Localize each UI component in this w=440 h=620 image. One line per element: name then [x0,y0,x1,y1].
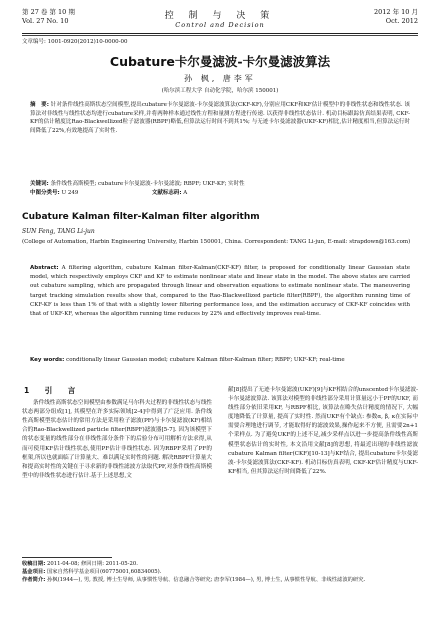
header-rule-thin [22,35,418,36]
date-en: Oct. 2012 [385,17,418,25]
class-value: U 249 [61,190,79,196]
footnotes [22,560,418,585]
keywords-zh-text: 条件线性高斯模型; cubature卡尔曼滤波-卡尔曼滤波; RBPF; UKF-KF; 实时性 [50,181,245,187]
footnote-text: 孙枫(1944—), 男, 教授, 博士生导师, 从事惯性导航、信息融合等研究; 唐李军(1984—), 男, 博士生, 从事惯性导航、非线性滤波的研究. [47,577,366,584]
body-column-right [228,386,418,477]
class-label: 中图分类号: [30,190,60,196]
issue-date [374,8,418,26]
footnote-rule [22,557,112,558]
body-paragraph-right: 献[8]提出了无迹卡尔曼滤波(UKF)[9]与KF相结合的unscented卡尔曼滤波-卡尔曼滤波算法. 该算法对模型的非线性部分采用计算量远小于PF的UKF, 而线性部分依旧采用KF, 与RBPF相比, 该算法在略失估计精度的情况下, 大幅度地降低了计算量, 提高了实时性. 然而UKF有个缺点: 参数α, β, κ在实际中需要合理地进行调节, 才能取得好的滤波效果,操作起来不方便, 且需要2n+1个采样点. 为了避免UKF的上述不足,减少采样点以进一步提高条件线性高斯模型状态估计的实时性, 本文沿用文献[8]的思想, 将最近出现的非线性滤波cubature Kalman filter(CKF)[10-13]与KF结合, 提出cubature卡尔曼滤波-卡尔曼滤波算法(CKF-KF). 机动目标仿真表明, CKF-KF估计精度与UKF-KF相当, 但其算法运行时间降低了22%. [228,387,418,475]
footnote-received [22,560,418,568]
body-paragraph-left: 条件线性高斯状态空间模型由参数满足马尔科夫过程的非线性状态与线性状态两部分组成[1], 其模型在许多实际领域[2-4]中得到了广泛应用. 条件线性高斯模型状态估计的常用方法是采用粒子滤波(PF)与卡尔曼滤波(KF)相结合的Rao-Blackwellized particle filter(RBPF)滤波器[5-7]. 因为该模型下的状态变量的线性部分在非线性部分条件下的后验分布可用解析方法求得,从而可使用KF估计线性状态,使用PF估计非线性状态. 因为RBPF采用了PF的框架,所以也就面临了计算量大、难以满足实时性的问题. 解决RBPF计算量大和提高实时性的关键在于寻求新的非线性滤波方法取代PF,对条件线性高斯模型中的非线性状态进行估计.基于上述思想,文 [22,400,213,479]
article-id: 文章编号: 1001-0920(2012)10-0000-00 [22,39,128,45]
footnote-funding [22,568,418,576]
doc-code-label: 文献标志码: [151,190,182,196]
footnote-label: 基金项目: [22,569,46,576]
doc-code-value: A [183,190,188,196]
journal-name-zh: 控 制 与 决 策 [164,11,276,21]
affiliation-en: (College of Automation, Harbin Engineering University, Harbin 150001, China. Correspondent: TANG Li-jun, E-mail: strapdown@163.com) [22,239,411,245]
date-zh: 2012 年 10 月 [373,8,418,16]
abstract-zh-label: 摘 要: [30,102,49,108]
footnote-text: 国家自然科学基金项目(60775001,60834005). [47,569,162,576]
journal-name-en: Control and Decision [175,21,265,29]
affiliation-zh: (哈尔滨工程大学 自动化学院，哈尔滨 150001) [161,88,279,94]
section-heading: 1 引 言 [24,386,80,395]
keywords-en [30,356,410,364]
abstract-en-text: A filtering algorithm, cubature Kalman filter-Kalman(CKF-KF) filter, is proposed for conditionally linear Gaussian state model, which respectively employs CKF and KF to estimate nonlinear state and linear state in the model. The above states are carried out cubature sampling, which are propagated through linear and observation equations to estimate nonlinear state. The maneuvering target tracking simulation results show that, compared to the Rao-Blackwellized particle filter(RBPF), the algorithm running time of CKF-KF is less than 1% of that with a slightly lower filtering performance loss, and the estimation accuracy of CKF-KF coincides with that of UKF-KF, whereas the algorithm running time reduces by 22% and effectively improves real-time. [30,265,411,318]
volume-zh: 第 27 卷 第 10 期 [22,8,75,16]
abstract-zh [30,101,410,135]
footnote-label: 收稿日期: [22,561,46,567]
keywords-zh-label: 关键词: [30,181,49,187]
keywords-en-text: conditionally linear Gaussian model; cubature Kalman filter-Kalman filter; RBPF; UKF-KF; real-time [66,357,345,363]
authors-en: SUN Feng, TANG Li-jun [22,228,95,235]
title-zh: Cubature卡尔曼滤波-卡尔曼滤波算法 [109,54,331,69]
footnote-text: 2011-04-08; 修回日期: 2011-05-20. [47,561,138,567]
authors-zh: 孙 枫, 唐李军 [184,74,256,83]
running-header [22,6,418,36]
volume-en: Vol. 27 No. 10 [22,17,69,25]
abstract-zh-text: 针对条件线性高斯状态空间模型,提出cubature卡尔曼滤波-卡尔曼滤波算法(CKF-KF),分别应用CKF和KF估计模型中的非线性状态和线性状态. 该算法对非线性与线性状态均进行cubature采样,并将两种样本通过线性方程和量测方程进行传递. 以获得非线性状态估计. 机动目标跟踪仿真结果表明, CKF-KF的估计精度比Rao-Blackwellized粒子滤波器(RBPF)略低,但算法运行时间不到其1%; 与无迹卡尔曼滤波器(UKF-KF)相比,估计精度相当,但算法运行时间降低了22%,有效地提高了实时性. [30,102,411,134]
title-en: Cubature Kalman filter-Kalman filter algorithm [22,212,260,222]
keywords-en-label: Key words: [30,357,65,363]
abstract-en [30,264,410,319]
body-column-left [22,386,212,481]
footnote-label: 作者简介: [22,577,46,584]
header-rule [22,33,418,34]
footnote-author-bio [22,576,418,584]
classification-zh [30,189,410,197]
keywords-zh [30,180,410,188]
abstract-en-label: Abstract: [30,265,59,271]
journal-name [22,8,418,29]
